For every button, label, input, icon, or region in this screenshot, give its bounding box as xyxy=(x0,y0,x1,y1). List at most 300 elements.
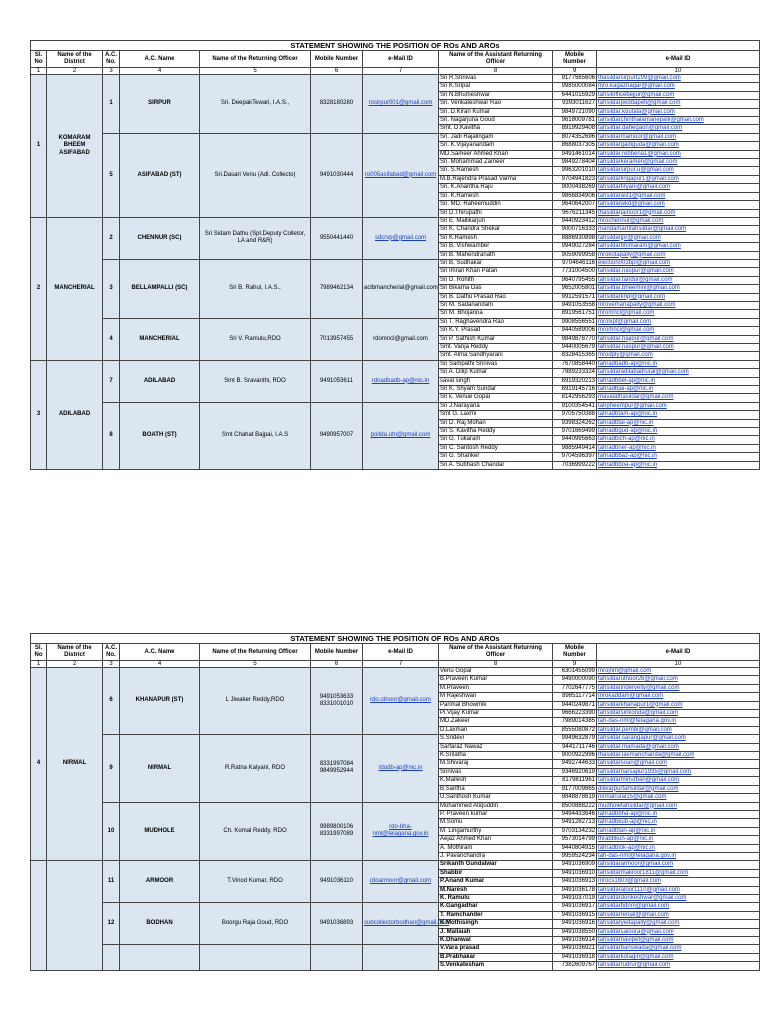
aro-mobile: 9885949414 xyxy=(553,444,597,452)
aro-email[interactable]: thasildarjainoor1@gmail.com xyxy=(597,209,760,217)
aro-name: Sri B. Mahendranath xyxy=(439,251,553,259)
returning-officer-email xyxy=(363,133,439,217)
aro-email[interactable]: mavalathasildar@gmail.com xyxy=(597,394,760,402)
ac-number: 2 xyxy=(103,217,120,259)
aro-name: Sri. Jadi Rajalingam xyxy=(439,133,553,141)
district-name: ADILABAD xyxy=(47,360,103,469)
aro-name: Smt. Vanja Reddy xyxy=(439,344,553,352)
returning-officer-email xyxy=(363,259,439,318)
aro-email[interactable]: mro.kagaznagar@gmail.com xyxy=(597,83,760,91)
aro-email[interactable]: tahsildarnarsapur1935@gmail.com xyxy=(597,768,760,776)
header-row xyxy=(31,51,760,68)
aro-email[interactable]: tahradbbel-ap@nic.in xyxy=(597,377,760,385)
aro-mobile: 8919929408 xyxy=(553,125,597,133)
aro-mobile: 9491038550 xyxy=(553,928,597,936)
aro-name: K.Gangadhar xyxy=(439,903,553,911)
aro-name: Sri K.Y. Prasad xyxy=(439,327,553,335)
aro-email[interactable]: thrabbkun-ap@nic.in xyxy=(597,836,760,844)
aro-mobile: 9000922996 xyxy=(553,752,597,760)
aro-email[interactable]: tahradbkub-ap@nic.in xyxy=(597,819,760,827)
aro-email[interactable]: mudholetahsildar@gmail.com xyxy=(597,802,760,810)
returning-officer-email xyxy=(363,735,439,802)
aro-mobile: 7989014385 xyxy=(553,718,597,726)
aro-mobile: 9491036914 xyxy=(553,937,597,945)
ac-name: KHANAPUR (ST) xyxy=(120,668,200,735)
aro-email[interactable]: tahsildarlingapur1@gmail.com xyxy=(597,175,760,183)
ac-number: 11 xyxy=(103,861,120,903)
aro-email[interactable]: tahsildar.bheemini@gmail.com xyxy=(597,285,760,293)
serial-number xyxy=(31,861,47,970)
aro-email[interactable]: tahsildarkotagiri@gmail.com xyxy=(597,953,760,961)
returning-officer-email xyxy=(363,402,439,469)
aro-name: B.Praveen Kumar xyxy=(439,676,553,684)
aro-email[interactable]: tahsildarutnoor26@gmail.com xyxy=(597,676,760,684)
aro-mobile: 9491036918 xyxy=(553,953,597,961)
aro-email[interactable]: tahradbbaz-ap@nic.in xyxy=(597,453,760,461)
aro-email[interactable]: tahsildar.rebbena1@gmail.com xyxy=(597,150,760,158)
aro-email[interactable]: tahsildar.koutala@gmail.com xyxy=(597,108,760,116)
aro-name: Sri M. Bhojanna xyxy=(439,310,553,318)
column-header: A.C. No. xyxy=(103,644,120,661)
aro-email[interactable]: mrokotapally@gmail.com xyxy=(597,251,760,259)
returning-officer-email-link[interactable]: rosirpur001@gmail.com xyxy=(368,100,433,107)
aro-name: K.Mothisingh xyxy=(439,920,553,928)
table-row xyxy=(31,318,760,326)
column-number: 6 xyxy=(311,68,363,75)
aro-name: P. Praveen kumar xyxy=(439,810,553,818)
aro-name: M.B.Rajendra Prasad Varma xyxy=(439,175,553,183)
table-row xyxy=(31,861,760,869)
serial-number: 3 xyxy=(31,360,47,469)
ro-aro-table xyxy=(30,40,760,470)
aro-name: B.Prabhakar xyxy=(439,953,553,961)
aro-email[interactable]: tahsildarkhanapur1@gmail.com xyxy=(597,701,760,709)
aro-mobile: 8328415365 xyxy=(553,352,597,360)
ac-name xyxy=(120,945,200,970)
table-row xyxy=(31,133,760,141)
aro-mobile: 9440995663 xyxy=(553,436,597,444)
aro-email[interactable]: mrolxpt@gmail.com xyxy=(597,318,760,326)
aro-name: M. Lingamurthy xyxy=(439,827,553,835)
aro-email[interactable]: tahradbtal-ap@nic.in xyxy=(597,419,760,427)
column-number: 10 xyxy=(597,661,760,668)
aro-email[interactable]: tahsildarsaloora@gmail.com xyxy=(597,928,760,936)
ac-name: NIRMAL xyxy=(120,735,200,802)
column-number: 7 xyxy=(363,68,439,75)
aro-email[interactable]: tahsildarsoan@gmail.com xyxy=(597,760,760,768)
serial-number: 4 xyxy=(31,668,47,861)
aro-email[interactable]: tahsildarknpl@gmail.com xyxy=(597,293,760,301)
aro-name: Smt G. Laxmi xyxy=(439,411,553,419)
aro-name: Sri R.Srinivas xyxy=(439,75,553,83)
returning-officer-name: Sri B. Rahul, I.A.S., xyxy=(200,259,311,318)
aro-mobile: 8919320213 xyxy=(553,377,597,385)
aro-name: MD.Zakeer xyxy=(439,718,553,726)
table-row xyxy=(31,259,760,267)
aro-email[interactable]: tahsildar.naspur@gmail.com xyxy=(597,344,760,352)
aro-name: K.Srilatha xyxy=(439,752,553,760)
aro-name: Venu Gopal xyxy=(439,668,553,676)
title-row xyxy=(31,634,760,644)
returning-officer-mobile: 9491036110 xyxy=(311,861,363,903)
aro-name: K.Dhanwal xyxy=(439,937,553,945)
aro-mobile: 9440005679 xyxy=(553,344,597,352)
aro-mobile: 9849278404 xyxy=(553,159,597,167)
aro-email[interactable]: tahsildarindervelly@gmail.com xyxy=(597,684,760,692)
aro-email[interactable]: tahpheempur@gmail.com xyxy=(597,402,760,410)
table-row xyxy=(31,735,760,743)
aro-email[interactable]: tahradbich-ap@nic.in xyxy=(597,436,760,444)
aro-mobile: 9640795455 xyxy=(553,276,597,284)
district-name: NIRMAL xyxy=(47,668,103,861)
aro-email[interactable]: tahradbboa-ap@nic.in xyxy=(597,461,760,469)
returning-officer-mobile: 7989462134 xyxy=(311,259,363,318)
aro-mobile: 9441711746 xyxy=(553,743,597,751)
aro-name: V.Vara prasad xyxy=(439,945,553,953)
returning-officer-email-link[interactable]: ro005asifabad@gmail.com xyxy=(364,171,437,178)
aro-email[interactable]: tahsildarmakloor1811@gmail.com xyxy=(597,869,760,877)
aro-mobile: 9491036913 xyxy=(553,878,597,886)
returning-officer-email xyxy=(363,802,439,861)
aro-email[interactable]: tahsildararmoor@gmail.com xyxy=(597,861,760,869)
aro-name: K. Ramulu xyxy=(439,894,553,902)
aro-email[interactable]: mromncl@gmail.com xyxy=(597,310,760,318)
aro-email[interactable]: tahsildarmamoor@gmail.com xyxy=(597,133,760,141)
returning-officer-name: Sri. DeepakTewari, I.A.S., xyxy=(200,75,311,134)
aro-name: Sri Imran Khan Patan xyxy=(439,268,553,276)
aro-name: Pi.Vijay Kumar xyxy=(439,710,553,718)
statement-page-2 xyxy=(0,633,768,971)
returning-officer-email xyxy=(363,75,439,134)
aro-mobile: 9059099958 xyxy=(553,251,597,259)
column-header: Name of the District xyxy=(47,644,103,661)
aro-email[interactable]: tahsildar.naspur@gmail.com xyxy=(597,268,760,276)
aro-email[interactable]: tahradbtam-ap@nic.in xyxy=(597,411,760,419)
column-number: 9 xyxy=(553,68,597,75)
aro-mobile: 8179811961 xyxy=(553,777,597,785)
serial-number: 1 xyxy=(31,75,47,218)
aro-email[interactable]: mrocs1803@gmail.com xyxy=(597,878,760,886)
returning-officer-mobile: 9491036893 xyxy=(311,903,363,945)
column-header: Name of the Assistant Returning Officer xyxy=(439,644,553,661)
aro-mobile: 8919561751 xyxy=(553,310,597,318)
returning-officer-mobile: 9989800106 8331997089 xyxy=(311,802,363,861)
returning-officer-email-link[interactable]: rdo-bha-nml@telagana.gov.in xyxy=(372,824,429,838)
returning-officer-name xyxy=(200,945,311,970)
aro-email[interactable]: tahsildarjpr@gmail.com xyxy=(597,234,760,242)
column-header: Name of the Returning Officer xyxy=(200,51,311,68)
column-number: 9 xyxy=(553,661,597,668)
aro-name: Aejaz Ahmed Khan xyxy=(439,836,553,844)
aro-email[interactable]: mrovemanapally@gmail.com xyxy=(597,301,760,309)
column-header: Name of the Assistant Returning Officer xyxy=(439,51,553,68)
aro-name: S.Sridevi xyxy=(439,735,553,743)
returning-officer-email xyxy=(363,217,439,259)
aro-name: saval singh xyxy=(439,377,553,385)
aro-email[interactable]: tahradbner-ap@nic.in xyxy=(597,444,760,452)
aro-name: Sri. MD. Raheemuddin xyxy=(439,201,553,209)
aro-mobile: 9440249871 xyxy=(553,701,597,709)
table-row xyxy=(31,402,760,410)
column-number: 7 xyxy=(363,661,439,668)
returning-officer-email-link[interactable]: poitda.utn@gmail.com xyxy=(370,432,431,439)
aro-name: Sri B. Dathu Prasad Rao xyxy=(439,293,553,301)
aro-email[interactable]: tahsildaraloor1110@gmail.com xyxy=(597,886,760,894)
aro-email[interactable]: tahsildarmirlurban@gmail.com xyxy=(597,777,760,785)
aro-mobile: 9490000090 xyxy=(553,676,597,684)
aro-email[interactable]: thasildar.laxmanchanda@gmail.com xyxy=(597,752,760,760)
aro-email[interactable]: tahsildaryedapally@gmail.com xyxy=(597,920,760,928)
column-number: 4 xyxy=(120,661,200,668)
aro-email[interactable]: tahsildarpeddapeti@gmail.com xyxy=(597,100,760,108)
column-number: 5 xyxy=(200,68,311,75)
returning-officer-email xyxy=(363,668,439,735)
aro-email[interactable]: mrojnm@gmail.com xyxy=(597,668,760,676)
aro-mobile: 7989233324 xyxy=(553,369,597,377)
aro-email[interactable]: tah-das-nml@telagana.gov.in xyxy=(597,718,760,726)
aro-email[interactable]: nirmalrural15@gmail.com xyxy=(597,794,760,802)
ac-name: CHENNUR (SC) xyxy=(120,217,200,259)
ac-number: 6 xyxy=(103,668,120,735)
aro-mobile: 9000438269 xyxy=(553,184,597,192)
returning-officer-email-text: aclbmancherial@gmail.com xyxy=(364,285,438,292)
returning-officer-mobile xyxy=(311,945,363,970)
returning-officer-name: Boorgu Raja Goud, RDO xyxy=(200,903,311,945)
returning-officer-email-link[interactable]: sdcrvp@gmail.com xyxy=(374,234,427,241)
table-row xyxy=(31,75,760,83)
aro-mobile: 9491036178 xyxy=(553,886,597,894)
aro-mobile: 7670858440 xyxy=(553,360,597,368)
ac-name: ARMOOR xyxy=(120,861,200,903)
aro-email[interactable]: tahsildar.mamada@gmail.com xyxy=(597,743,760,751)
aro-email[interactable]: tahsildar.dahegaon@gmail.com xyxy=(597,125,760,133)
aro-mobile: 9701669499 xyxy=(553,428,597,436)
aro-email[interactable]: tahsildarbdnm@gmail.com xyxy=(597,903,760,911)
aro-email[interactable]: tahsildarkeramen@gmail.com xyxy=(597,159,760,167)
returning-officer-email xyxy=(363,318,439,360)
aro-name: Mohammed Atiquddin xyxy=(439,802,553,810)
aro-mobile: 9491282713 xyxy=(553,819,597,827)
aro-mobile: 8886930898 xyxy=(553,234,597,242)
aro-mobile: 9849721090 xyxy=(553,108,597,116)
aro-name: Sri G. Tukaram xyxy=(439,436,553,444)
aro-name: Sri k. Venue Gopal xyxy=(439,394,553,402)
returning-officer-email xyxy=(363,861,439,903)
aro-name: S.Venkatesham xyxy=(439,962,553,970)
aro-email[interactable]: thasildarsirpurt299@gmail.com xyxy=(597,75,760,83)
aro-email[interactable]: tahsildar.tandur@gmail.com xyxy=(597,276,760,284)
ac-number: 7 xyxy=(103,360,120,402)
aro-name: Sri B. Sudhakar xyxy=(439,259,553,267)
column-header: e-Mail ID xyxy=(597,644,760,661)
aro-email[interactable]: tahsilofficebejjur@gmail.com xyxy=(597,91,760,99)
returning-officer-mobile: 9550441440 xyxy=(311,217,363,259)
aro-email[interactable]: election003bpl@gmail.com xyxy=(597,259,760,267)
returning-officer-name: Sri.Dasari Venu (Adl. Collecto) xyxy=(200,133,311,217)
aro-name: U.Santhosh Kumar xyxy=(439,794,553,802)
table-row xyxy=(31,217,760,225)
aro-email[interactable]: mrochennur@gmail.com xyxy=(597,217,760,225)
aro-email[interactable]: tahsildartiryani@gmail.com xyxy=(597,184,760,192)
aro-mobile: 9491036915 xyxy=(553,911,597,919)
ac-name: ASIFABAD (ST) xyxy=(120,133,200,217)
column-header: Name of the Returning Officer xyxy=(200,644,311,661)
returning-officer-email-link[interactable]: rdoadbadb-ap@nic.in xyxy=(371,377,430,384)
district-name xyxy=(47,861,103,970)
aro-mobile: 9491036909 xyxy=(553,861,597,869)
aro-name: Sri. K.Anantha Raju xyxy=(439,184,553,192)
aro-mobile: 9704646116 xyxy=(553,259,597,267)
column-header: Sl. No xyxy=(31,51,47,68)
aro-email[interactable]: tahsildarsirpur.u@gmail.com xyxy=(597,167,760,175)
aro-name: Srikanth Gundalwar xyxy=(439,861,553,869)
column-number-row xyxy=(31,68,760,75)
returning-officer-email-link[interactable]: rdo.utnoor@gmail.com xyxy=(370,697,431,704)
aro-name: Shabbir xyxy=(439,869,553,877)
ac-number: 5 xyxy=(103,133,120,217)
aro-email[interactable]: tahradblok-ap@nic.in xyxy=(597,844,760,852)
aro-name: Sri D. Rohith xyxy=(439,276,553,284)
ac-number: 12 xyxy=(103,903,120,945)
aro-email[interactable]: tahsildargadiguda@gmail.com xyxy=(597,142,760,150)
aro-name: T. Ramchander xyxy=(439,911,553,919)
returning-officer-email-link[interactable]: subcollectorbodhan@gmail.com xyxy=(364,920,450,927)
returning-officer-mobile: 8331997084 9849952944 xyxy=(311,735,363,802)
aro-email[interactable]: tahsildar.sarangapur@gmail.com xyxy=(597,735,760,743)
aro-email[interactable]: tahsildarrudrur@gmail.com xyxy=(597,962,760,970)
column-header: Mobile Number xyxy=(553,51,597,68)
aro-mobile: 9491036917 xyxy=(553,903,597,911)
aro-email[interactable]: mrodply@gmail.com xyxy=(597,352,760,360)
aro-name: Sri. S.Ramesh xyxy=(439,167,553,175)
returning-officer-name: Smt B. Sravanthi, RDO xyxy=(200,360,311,402)
aro-email[interactable]: dilwarpurtahsildar@gmail.com xyxy=(597,785,760,793)
aro-name: Sri A. Subhash Chandar xyxy=(439,461,553,469)
column-header: A.C. No. xyxy=(103,51,120,68)
aro-mobile: 9177565606 xyxy=(553,75,597,83)
aro-email[interactable]: tahradbtan-ap@nic.in xyxy=(597,827,760,835)
aro-email[interactable]: tahsildardonkeshwar@gmail.com xyxy=(597,894,760,902)
aro-mobile: 9640642007 xyxy=(553,201,597,209)
aro-mobile: 9491461014 xyxy=(553,150,597,158)
column-header: A.C. Name xyxy=(120,51,200,68)
aro-email[interactable]: tahsildarwkd@gmail.com xyxy=(597,201,760,209)
aro-email[interactable]: tahradbjai-ap@nic.in xyxy=(597,386,760,394)
statement-page-1 xyxy=(0,40,768,470)
aro-name: Sri. K.Ramesh xyxy=(439,192,553,200)
aro-email[interactable]: tahsildarchinthalamanepalli@gmail.com xyxy=(597,117,760,125)
aro-email[interactable]: tahradbgud-ap@nic.in xyxy=(597,428,760,436)
aro-email[interactable]: mrokaddam@gmail.com xyxy=(597,693,760,701)
aro-email[interactable]: mromncl@gmail.com xyxy=(597,327,760,335)
statement-title: STATEMENT SHOWING THE POSITION OF ROs AND AROs xyxy=(31,41,760,51)
returning-officer-name: Ch. Komal Reddy, RDO xyxy=(200,802,311,861)
aro-mobile: 9704941823 xyxy=(553,175,597,183)
column-number: 3 xyxy=(103,661,120,668)
aro-mobile: 9848878619 xyxy=(553,794,597,802)
aro-mobile: 8555080872 xyxy=(553,726,597,734)
serial-number: 2 xyxy=(31,217,47,360)
district-name: MANCHERIAL xyxy=(47,217,103,360)
aro-name: Sri K. Shyam Sundar xyxy=(439,386,553,394)
aro-mobile: 9676211345 xyxy=(553,209,597,217)
returning-officer-name: Sri Sidam Dathu (Spl.Deputy Colletor, LA and R&R) xyxy=(200,217,311,259)
aro-name: M.Praveen xyxy=(439,684,553,692)
aro-mobile: 8500888222 xyxy=(553,802,597,810)
aro-mobile: 9393011627 xyxy=(553,100,597,108)
aro-mobile: 9912591571 xyxy=(553,293,597,301)
district-name: KOMARAM BHEEM ASIFABAD xyxy=(47,75,103,218)
aro-mobile: 9573014799 xyxy=(553,836,597,844)
column-header: e-Mail ID xyxy=(597,51,760,68)
column-number: 2 xyxy=(47,661,103,668)
aro-name: M.Shivaraj xyxy=(439,760,553,768)
aro-email[interactable]: tahradbadb-ap@nic.in xyxy=(597,360,760,368)
aro-email[interactable]: tahsildarasf1@gmail.com xyxy=(597,192,760,200)
aro-name: Sri Sampathi Srinivas xyxy=(439,360,553,368)
returning-officer-mobile: 9491053633 8331001010 xyxy=(311,668,363,735)
aro-email[interactable]: tahsildaradilabadrural@gmail.com xyxy=(597,369,760,377)
returning-officer-email-link[interactable]: rdoarmoor@gmail.com xyxy=(369,878,432,885)
aro-name: Sri K.Sripal xyxy=(439,83,553,91)
aro-mobile: 8074352696 xyxy=(553,133,597,141)
aro-mobile: 9949027284 xyxy=(553,243,597,251)
aro-mobile: 8142956293 xyxy=(553,394,597,402)
aro-email[interactable]: tahsildar.hajipur@gmail.com xyxy=(597,335,760,343)
aro-email[interactable]: mandamarritahsildar@gmail.com xyxy=(597,226,760,234)
aro-email[interactable]: tahradbbha-ap@nic.in xyxy=(597,810,760,818)
aro-name: J. Pavanchandra xyxy=(439,852,553,860)
column-number: 5 xyxy=(200,661,311,668)
aro-mobile: 9491037019 xyxy=(553,894,597,902)
aro-mobile: 9491036921 xyxy=(553,945,597,953)
aro-email[interactable]: tahsildarnavipet@gmail.com xyxy=(597,937,760,945)
aro-name: B.Saritha xyxy=(439,785,553,793)
returning-officer-name: Smt Chahat Bajpai, I.A.S xyxy=(200,402,311,469)
aro-mobile: 9491036916 xyxy=(553,920,597,928)
aro-email[interactable]: tahsildar.pembi@gmail.com xyxy=(597,726,760,734)
header-row xyxy=(31,644,760,661)
returning-officer-email-link[interactable]: rdodb-ap@nic.in xyxy=(378,764,423,771)
aro-name: Sri. Mohammad Zameer xyxy=(439,159,553,167)
ac-number: 3 xyxy=(103,259,120,318)
aro-name: M Rajeshwari xyxy=(439,693,553,701)
aro-name: Sri C. Santosh Reddy xyxy=(439,444,553,452)
aro-name: Sri. Venkateshwar Rao xyxy=(439,100,553,108)
table-row xyxy=(31,360,760,368)
column-header: Mobile Number xyxy=(553,644,597,661)
returning-officer-mobile: 9490957007 xyxy=(311,402,363,469)
aro-mobile: 9849878770 xyxy=(553,335,597,343)
aro-name: Sri N.Bhumeshwar xyxy=(439,91,553,99)
aro-email[interactable]: tahsildarbanswada@gmail.com xyxy=(597,945,760,953)
aro-name: Sri Bikarna Das xyxy=(439,285,553,293)
returning-officer-mobile: 9491030444 xyxy=(311,133,363,217)
aro-mobile: 9494433646 xyxy=(553,810,597,818)
aro-email[interactable]: tahsildarrenjal@gmail.com xyxy=(597,911,760,919)
aro-email[interactable]: tah-das-nml@telagana.gov.in xyxy=(597,852,760,860)
aro-name: Sri B. Vishwamber xyxy=(439,243,553,251)
column-number: 3 xyxy=(103,68,120,75)
aro-mobile: 9398324262 xyxy=(553,419,597,427)
aro-name: Sri. K.Vijayanandam xyxy=(439,142,553,150)
aro-email[interactable]: tahsildarsirikonda@gmail.com xyxy=(597,710,760,718)
aro-name: Sri M. Sadanandam xyxy=(439,301,553,309)
aro-mobile: 9440589006 xyxy=(553,327,597,335)
aro-email[interactable]: tahsildarbhimaram@gmail.com xyxy=(597,243,760,251)
column-header: Mobile Number xyxy=(311,51,363,68)
aro-name: A. Mothiram xyxy=(439,844,553,852)
